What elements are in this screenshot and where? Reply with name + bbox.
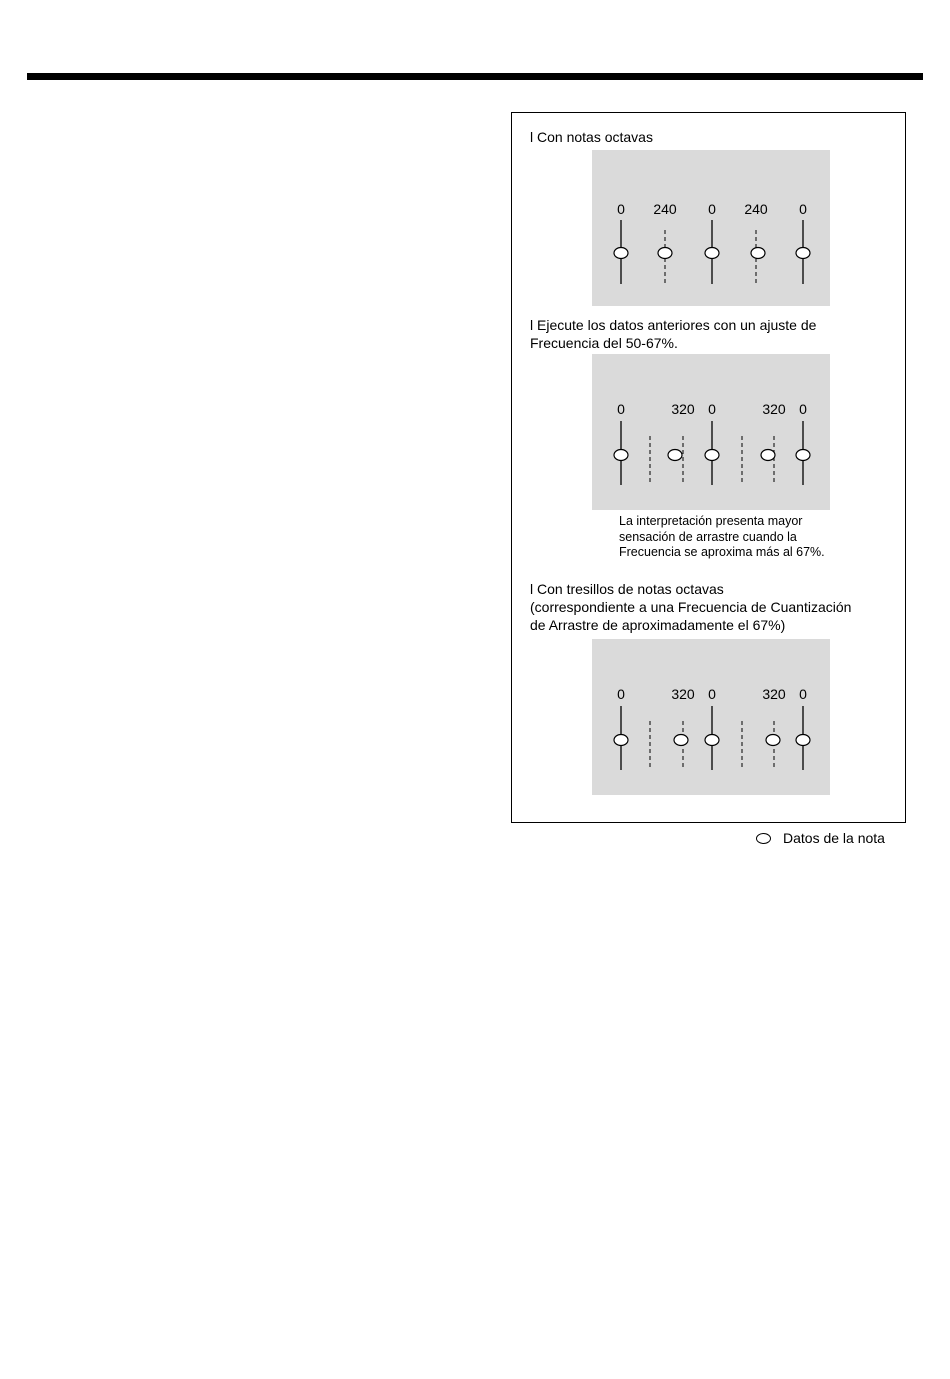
tick-label: 0: [617, 201, 625, 217]
section-3-heading-line: l Con tresillos de notas octavas: [530, 581, 724, 597]
note-circle-icon: [751, 248, 765, 259]
note-circle-icon: [705, 248, 719, 259]
tick-label: 320: [762, 686, 786, 702]
note-circle-icon: [614, 248, 628, 259]
note-circle-icon: [705, 450, 719, 461]
section-2-note: [619, 514, 825, 561]
tick-label: 0: [799, 201, 807, 217]
tick-label: 0: [708, 401, 716, 417]
tick-label: 0: [708, 201, 716, 217]
section-2-heading-line: l Ejecute los datos anteriores con un ajuste de: [530, 317, 817, 333]
note-circle-icon: [766, 735, 780, 746]
note-line: La interpretación presenta mayor: [619, 514, 803, 528]
tick-label: 320: [671, 686, 695, 702]
note-circle-icon: [796, 735, 810, 746]
note-circle-icon: [756, 833, 771, 844]
note-circle-icon: [658, 248, 672, 259]
section-1-diagram-svg: [592, 150, 830, 306]
section-3-heading: [530, 580, 851, 634]
note-circle-icon: [614, 735, 628, 746]
legend-label: Datos de la nota: [783, 830, 885, 846]
top-rule: [27, 73, 923, 80]
note-line: Frecuencia se aproxima más al 67%.: [619, 545, 825, 559]
note-circle-icon: [705, 735, 719, 746]
note-circle-icon: [674, 735, 688, 746]
note-circle-icon: [761, 450, 775, 461]
tick-label: 320: [762, 401, 786, 417]
note-circle-icon: [796, 248, 810, 259]
section-3-diagram-svg: [592, 639, 830, 795]
tick-label: 0: [617, 686, 625, 702]
section-2-heading: [530, 316, 816, 352]
tick-label: 0: [799, 686, 807, 702]
note-circle-icon: [614, 450, 628, 461]
section-1-diagram: [592, 150, 830, 306]
legend: [756, 829, 885, 847]
tick-label: 0: [617, 401, 625, 417]
section-3-heading-line: de Arrastre de aproximadamente el 67%): [530, 617, 786, 633]
note-circle-icon: [796, 450, 810, 461]
section-2-diagram-svg: [592, 354, 830, 510]
tick-label: 0: [799, 401, 807, 417]
section-1-heading: [530, 128, 653, 146]
section-2-diagram: [592, 354, 830, 510]
note-circle-icon: [668, 450, 682, 461]
tick-label: 240: [653, 201, 677, 217]
note-line: sensación de arrastre cuando la: [619, 529, 797, 544]
section-1-heading-line: l Con notas octavas: [530, 129, 653, 145]
tick-label: 240: [744, 201, 768, 217]
section-3-diagram: [592, 639, 830, 795]
tick-label: 320: [671, 401, 695, 417]
section-2-heading-line: Frecuencia del 50-67%.: [530, 335, 678, 351]
section-3-heading-line: (correspondiente a una Frecuencia de Cuantización: [530, 599, 852, 615]
tick-label: 0: [708, 686, 716, 702]
